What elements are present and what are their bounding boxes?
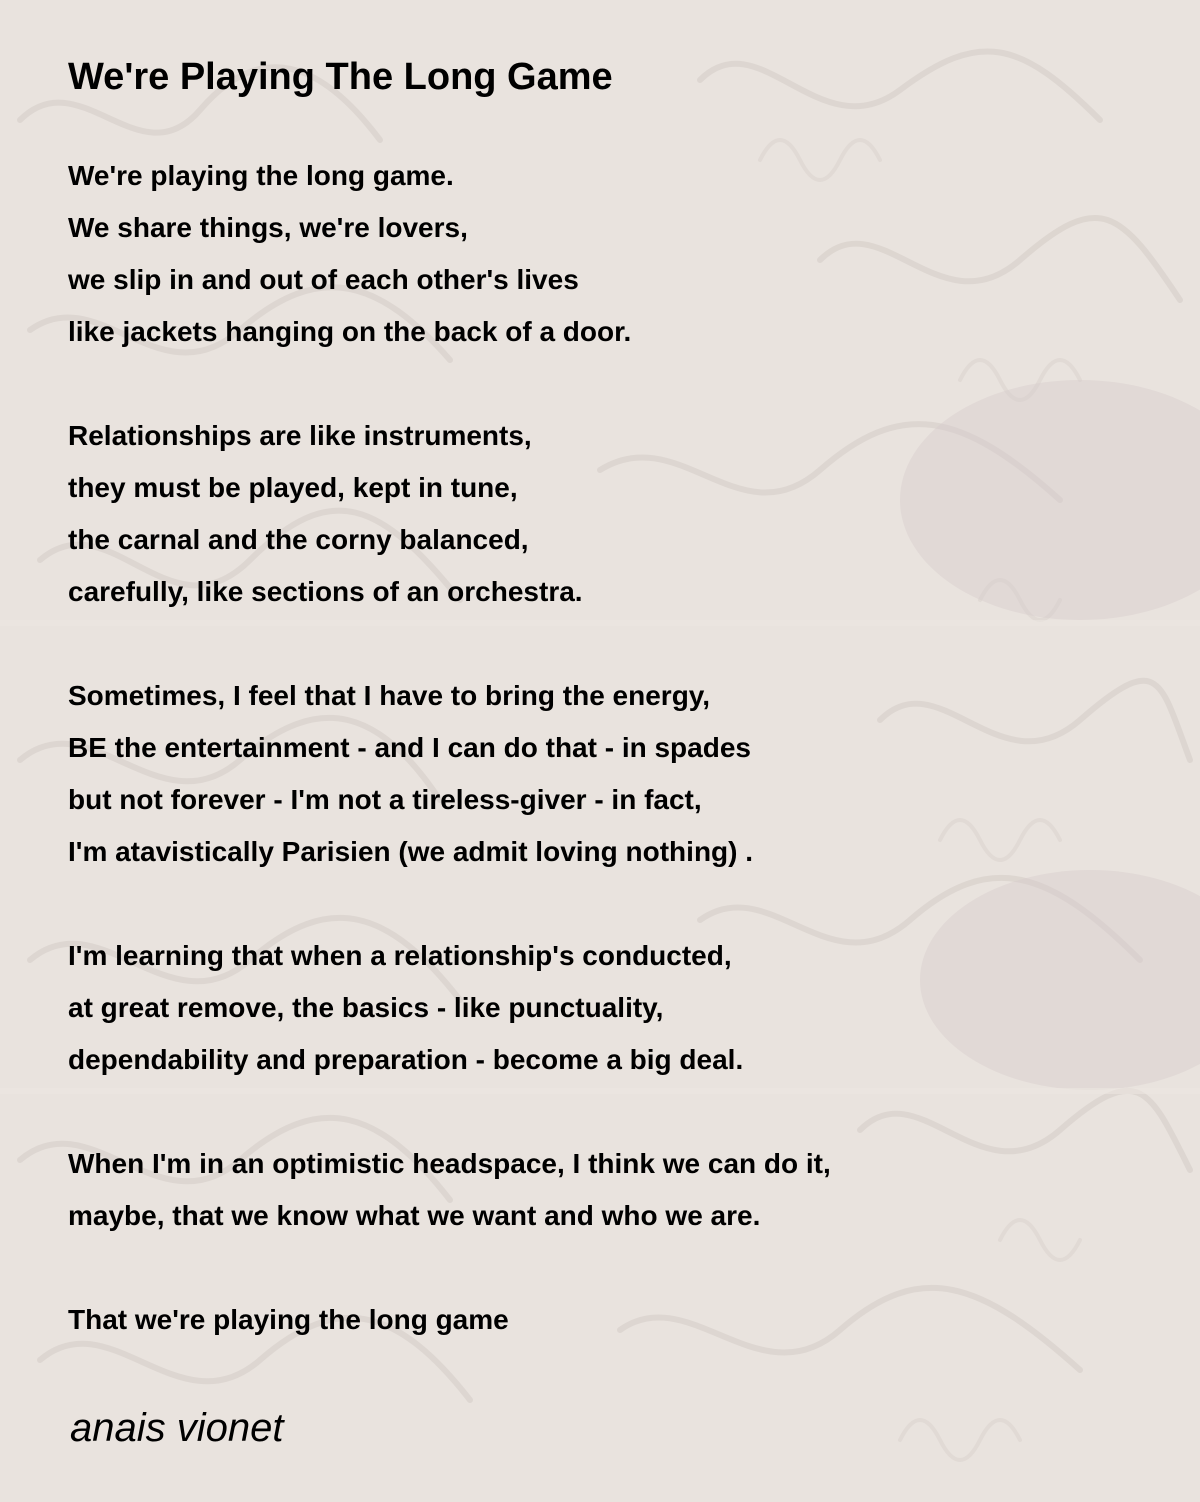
poem-line: at great remove, the basics - like punctuality, <box>68 992 664 1023</box>
stanza <box>68 930 1148 1086</box>
poem-title: We're Playing The Long Game <box>68 56 613 98</box>
poem-line: I'm atavistically Parisien (we admit loving nothing) . <box>68 836 754 867</box>
stanza <box>68 1138 1148 1242</box>
poem-line: the carnal and the corny balanced, <box>68 524 529 555</box>
poem-line: maybe, that we know what we want and who we are. <box>68 1200 761 1231</box>
stanza <box>68 670 1148 878</box>
poem-line: When I'm in an optimistic headspace, I think we can do it, <box>68 1148 831 1179</box>
poem-line: we slip in and out of each other's lives <box>68 264 579 295</box>
poem-line: BE the entertainment - and I can do that - in spades <box>68 732 751 763</box>
stanza <box>68 410 1148 618</box>
poem-line: I'm learning that when a relationship's conducted, <box>68 940 732 971</box>
poem-line: but not forever - I'm not a tireless-giver - in fact, <box>68 784 702 815</box>
author-name: anais vionet <box>70 1406 284 1450</box>
stanza <box>68 1294 1148 1346</box>
poem-body <box>68 150 1148 1346</box>
poem-line: We're playing the long game. <box>68 160 454 191</box>
poem-line: carefully, like sections of an orchestra. <box>68 576 583 607</box>
poem-line: That we're playing the long game <box>68 1304 509 1335</box>
poem-page <box>68 50 1148 1346</box>
poem-line: like jackets hanging on the back of a door. <box>68 316 632 347</box>
poem-line: they must be played, kept in tune, <box>68 472 518 503</box>
poem-line: Relationships are like instruments, <box>68 420 532 451</box>
poem-line: We share things, we're lovers, <box>68 212 468 243</box>
poem-line: dependability and preparation - become a big deal. <box>68 1044 744 1075</box>
poem-line: Sometimes, I feel that I have to bring the energy, <box>68 680 711 711</box>
stanza <box>68 150 1148 358</box>
